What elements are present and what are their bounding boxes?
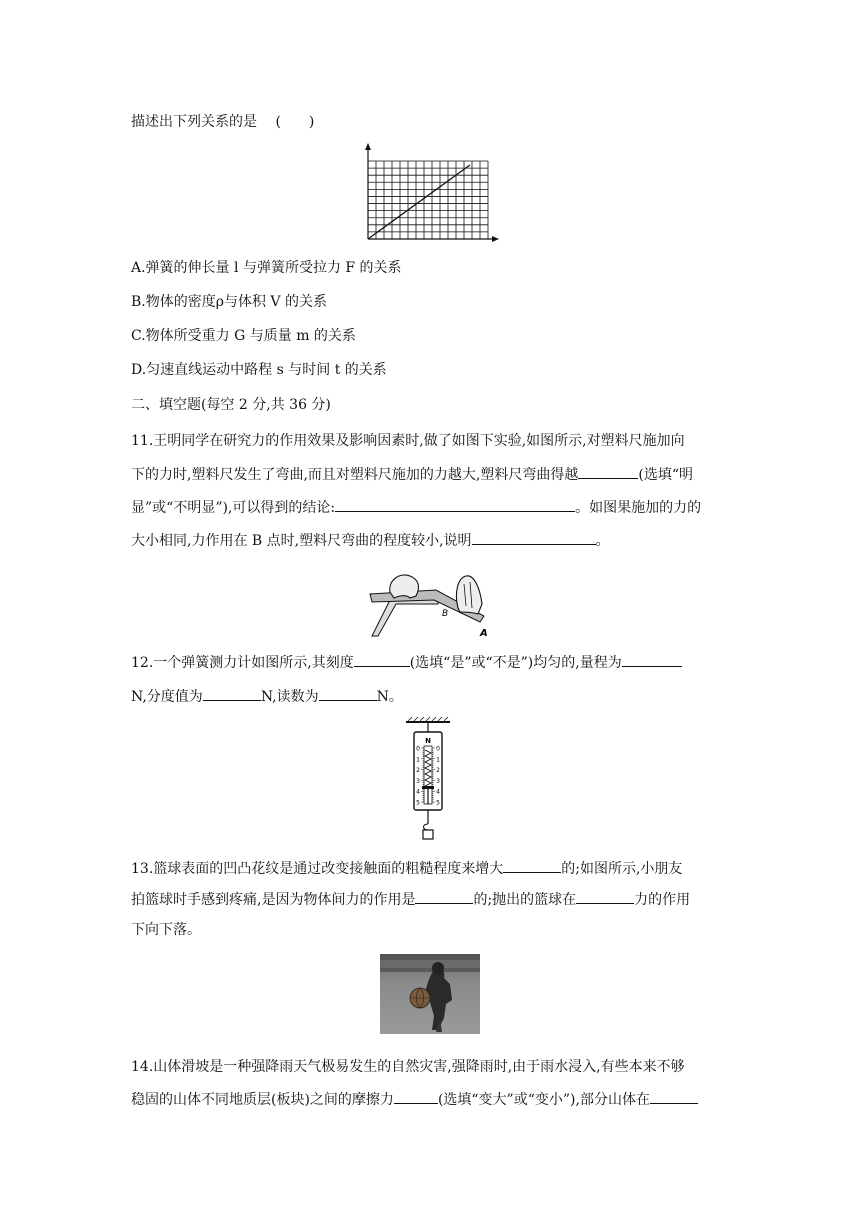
spring-scale-figure — [398, 716, 458, 842]
q13-text-2a: 拍篮球时手感到疼痛,是因为物体间力的作用是 — [131, 892, 416, 908]
graph-grid — [368, 161, 488, 239]
q11-text-3b: 。如图果施加的力的 — [575, 500, 702, 516]
q12-text-2b: N,读数为 — [260, 689, 319, 705]
q12-blank-4[interactable] — [319, 686, 377, 701]
point-a-label: A — [480, 628, 488, 639]
q12-blank-3[interactable] — [203, 686, 261, 701]
q12-line-2 — [131, 686, 403, 707]
q10-stem-text: 描述出下列关系的是 — [131, 114, 257, 130]
q14-line-1: 14.山体滑坡是一种强降雨天气极易发生的自然灾害,强降雨时,由于雨水浸入,有些本来不够 — [131, 1059, 685, 1075]
scale-label-left: 0 — [416, 745, 420, 753]
q12-text-1b: (选填“是”或“不是”)均匀的,量程为 — [409, 655, 622, 671]
q14-blank-1[interactable] — [394, 1089, 438, 1104]
q11-line-4 — [131, 530, 610, 551]
bottom-hook — [424, 824, 429, 830]
scale-label-right: 1 — [436, 756, 440, 764]
q14-blank-2[interactable] — [650, 1089, 698, 1104]
scale-label-right: 0 — [436, 745, 440, 753]
hanging-weight — [423, 830, 433, 839]
q13-line-3: 下向下落。 — [131, 922, 201, 938]
ruler-bending-figure — [366, 570, 496, 640]
q11-blank-3[interactable] — [472, 530, 596, 545]
q13-blank-1[interactable] — [503, 858, 561, 873]
q10-stem — [131, 112, 314, 132]
q13-text-1a: 13.篮球表面的凹凸花纹是通过改变接触面的粗糙程度来增大 — [131, 861, 504, 877]
right-hand — [456, 576, 482, 614]
q13-text-1b: 的;如图所示,小朋友 — [561, 861, 683, 877]
ceiling-hatching — [408, 717, 448, 721]
q11-text-2a: 下的力时,塑料尺发生了弯曲,而且对塑料尺施加的力越大,塑料尺弯曲得越 — [131, 467, 579, 483]
q12-text-2c: N。 — [376, 689, 403, 705]
q14-text-2a: 稳固的山体不同地质层(板块)之间的摩擦力 — [131, 1092, 394, 1108]
graph-x-arrow — [492, 236, 499, 242]
q11-line-3 — [131, 497, 701, 518]
q11-text-4a: 大小相同,力作用在 B 点时,塑料尺弯曲的程度较小,说明 — [131, 533, 472, 549]
scale-label-right: 3 — [436, 777, 440, 785]
q13-text-2c: 力的作用 — [634, 892, 691, 908]
scale-pointer — [422, 786, 434, 789]
scale-label-left: 2 — [416, 767, 420, 775]
scale-label-right: 4 — [436, 788, 440, 796]
scale-label-left: 5 — [416, 799, 420, 807]
q13-text-2b: 的;抛出的篮球在 — [473, 892, 577, 908]
q11-text-4b: 。 — [595, 533, 610, 549]
basketball-photo — [380, 954, 480, 1034]
scale-label-left: 4 — [416, 788, 420, 796]
q11-blank-2[interactable] — [335, 497, 575, 512]
q10-answer-paren: ( ) — [275, 114, 315, 130]
q12-text-1a: 12.一个弹簧测力计如图所示,其刻度 — [131, 655, 354, 671]
point-b-label: B — [442, 609, 449, 619]
q10-option-b: B.物体的密度ρ与体积 V 的关系 — [131, 294, 327, 310]
section-2-heading: 二、填空题(每空 2 分,共 36 分) — [131, 397, 331, 413]
q11-text-2b: (选填“明 — [638, 467, 693, 483]
q13-blank-3[interactable] — [576, 889, 634, 904]
linear-graph-figure — [360, 143, 500, 243]
q13-blank-2[interactable] — [415, 889, 473, 904]
scale-label-right: 2 — [436, 767, 440, 775]
scale-label-right: 5 — [436, 799, 440, 807]
scale-label-left: 1 — [416, 756, 420, 764]
scale-unit-label: N — [425, 737, 431, 745]
q12-line-1 — [131, 652, 682, 673]
q12-blank-1[interactable] — [354, 652, 410, 667]
q10-option-d: D.匀速直线运动中路程 s 与时间 t 的关系 — [131, 362, 387, 378]
graph-y-arrow — [365, 143, 371, 150]
q10-option-c: C.物体所受重力 G 与质量 m 的关系 — [131, 328, 356, 344]
left-hand — [390, 575, 419, 598]
q11-line-1: 11.王明同学在研究力的作用效果及影响因素时,做了如图下实验,如图所示,对塑料尺施加向 — [131, 433, 685, 449]
q13-line-2 — [131, 889, 690, 910]
q14-text-2b: (选填“变大”或“变小”),部分山体在 — [437, 1092, 650, 1108]
q11-blank-1[interactable] — [578, 464, 638, 479]
child-head — [432, 962, 444, 974]
q12-text-2a: N,分度值为 — [131, 689, 203, 705]
graph-line — [368, 165, 470, 239]
q14-line-2 — [131, 1089, 698, 1110]
scale-label-left: 3 — [416, 777, 420, 785]
q11-text-3a: 显”或“不明显”),可以得到的结论: — [131, 500, 336, 516]
q11-line-2 — [131, 464, 693, 485]
q13-line-1 — [131, 858, 682, 879]
q10-option-a: A.弹簧的伸长量 l 与弹簧所受拉力 F 的关系 — [131, 260, 402, 276]
q12-blank-2[interactable] — [622, 652, 682, 667]
